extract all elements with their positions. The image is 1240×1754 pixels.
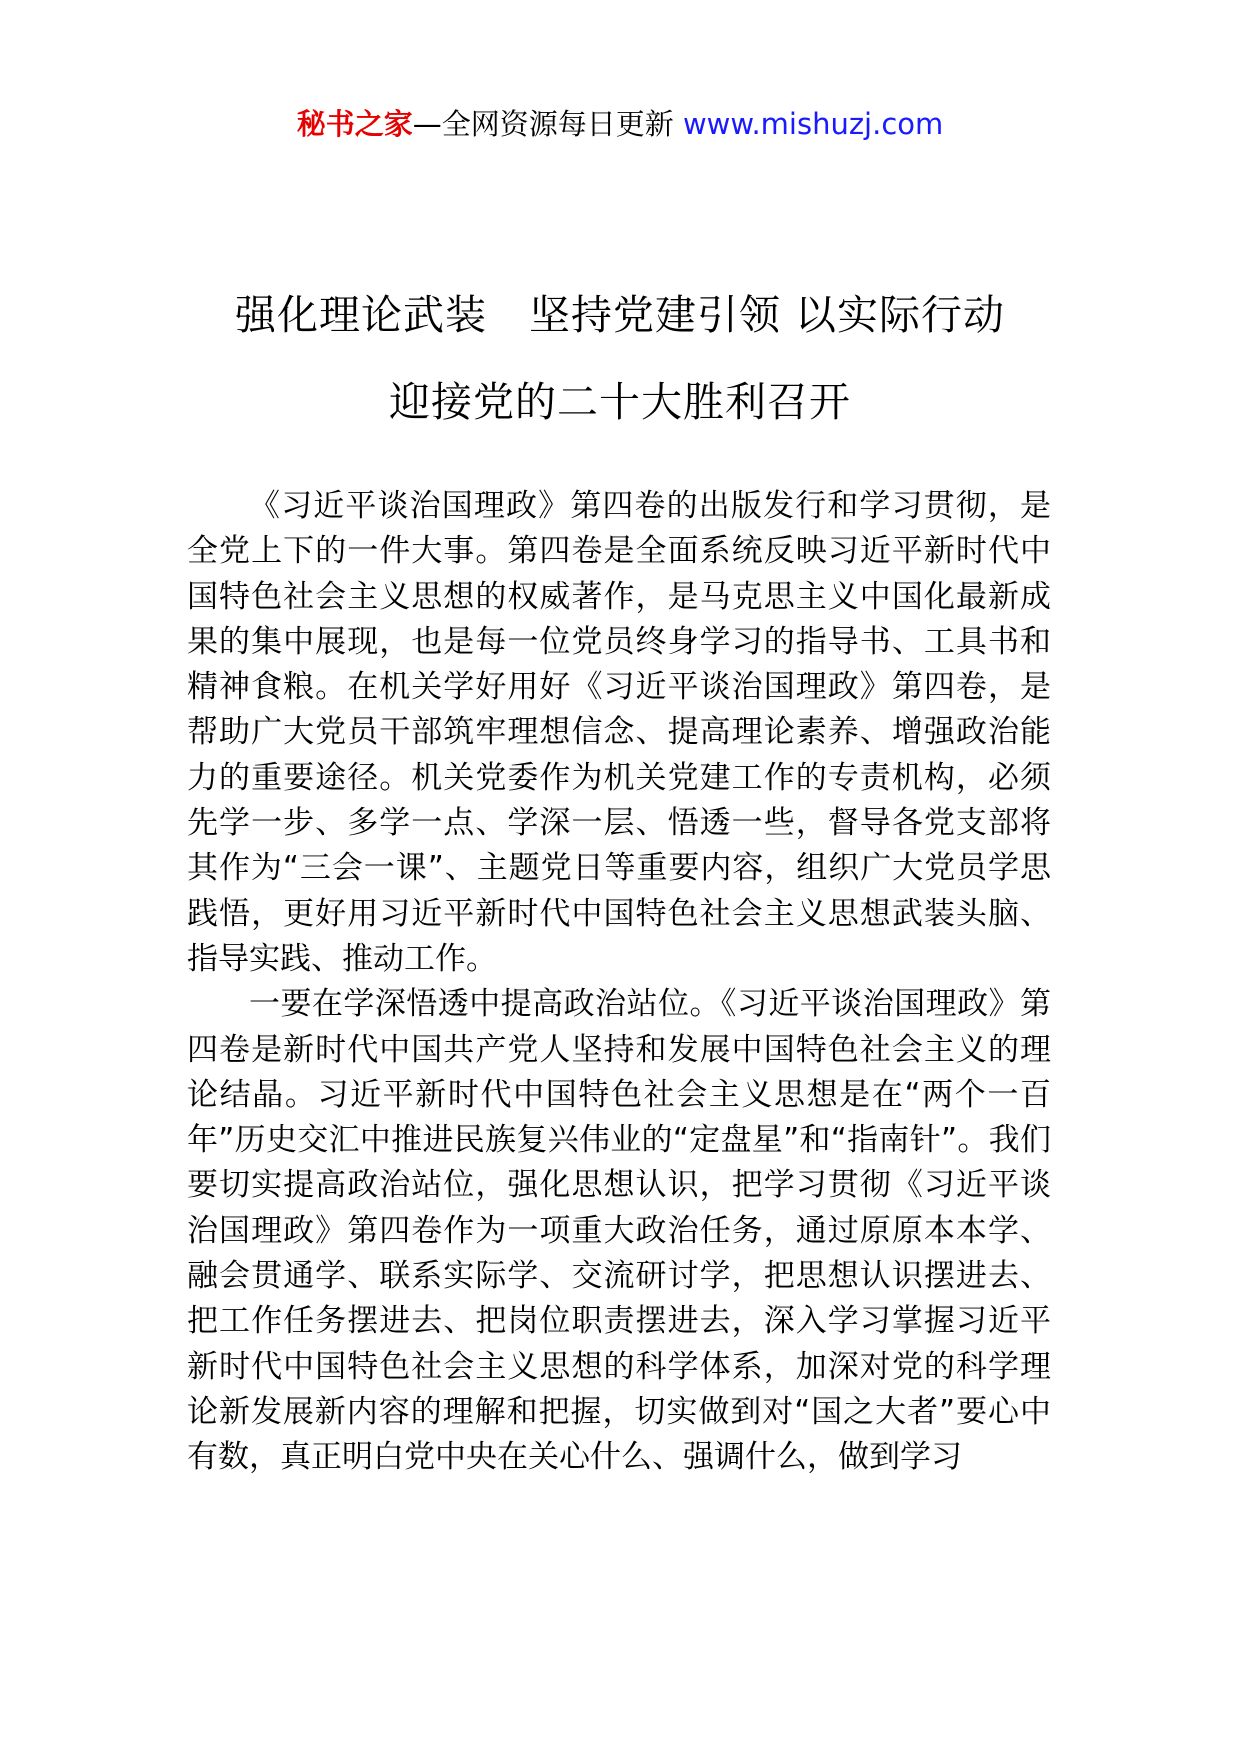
header-tagline: —全网资源每日更新 — [412, 107, 683, 141]
document-body — [187, 484, 1051, 1481]
document-title — [0, 272, 1240, 446]
title-line-2: 迎接党的二十大胜利召开 — [389, 378, 851, 426]
page-header — [0, 104, 1240, 144]
title-line-1: 强化理论武装 坚持党建引领 以实际行动 — [234, 291, 1006, 339]
body-paragraph-intro: 《习近平谈治国理政》第四卷的出版发行和学习贯彻，是全党上下的一件大事。第四卷是全面系统反映习近平新时代中国特色社会主义思想的权威著作，是马克思主义中国化最新成果的集中展现，也是每一位党员终身学习的指导书、工具书和精神食粮。在机关学好用好《习近平谈治国理政》第四卷，是帮助广大党员干部筑牢理想信念、提高理论素养、增强政治能力的重要途径。机关党委作为机关党建工作的专责机构，必须先学一步、多学一点、学深一层、悟透一些，督导各党支部将其作为“三会一课”、主题党日等重要内容，组织广大党员学思践悟，更好用习近平新时代中国特色社会主义思想武装头脑、指导实践、推动工作。 — [187, 488, 1051, 977]
brand-name: 秘书之家 — [296, 107, 413, 141]
site-url-link[interactable]: www.mishuzj.com — [682, 107, 944, 141]
body-paragraph-first-point: 一要在学深悟透中提高政治站位。《习近平谈治国理政》第四卷是新时代中国共产党人坚持和发展中国特色社会主义的理论结晶。习近平新时代中国特色社会主义思想是在“两个一百年”历史交汇中推进民族复兴伟业的“定盘星”和“指南针”。我们要切实提高政治站位，强化思想认识，把学习贯彻《习近平谈治国理政》第四卷作为一项重大政治任务，通过原原本本学、融会贯通学、联系实际学、交流研讨学，把思想认识摆进去、把工作任务摆进去、把岗位职责摆进去，深入学习掌握习近平新时代中国特色社会主义思想的科学体系，加深对党的科学理论新发展新内容的理解和把握，切实做到对“国之大者”要心中有数，真正明白党中央在关心什么、强调什么，做到学习 — [187, 986, 1051, 1476]
